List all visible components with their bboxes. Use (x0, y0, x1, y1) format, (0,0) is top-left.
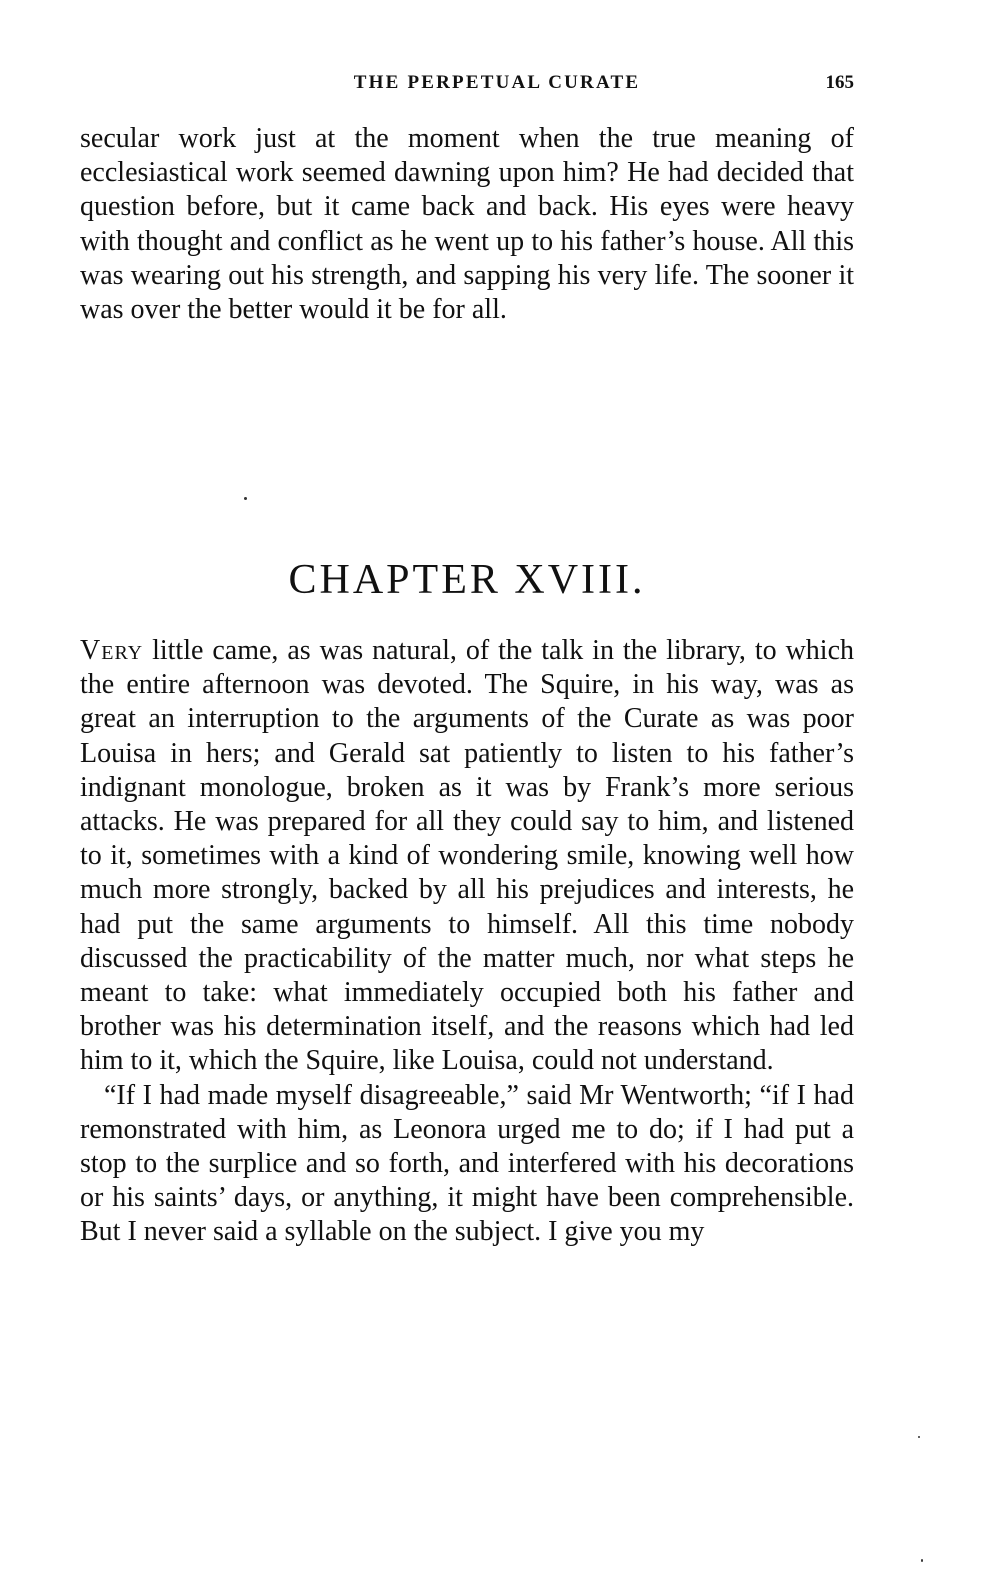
opening-word: Very (80, 635, 144, 666)
print-speck (918, 1436, 920, 1438)
continued-paragraph: secular work just at the moment when the true meaning of ecclesiastical work seemed dawning upon him? He had decided that question before, but it came back and back. His eyes were heavy with thought and conflict as he went up to his father’s house. All this was wearing out his strength, and sapping his very life. The sooner it was over the better would it be for all. (80, 123, 854, 326)
chapter-text (80, 634, 854, 1250)
print-speck (921, 1559, 923, 1562)
running-head (80, 72, 854, 102)
chapter-first-paragraph (80, 634, 854, 1079)
chapter-second-paragraph: “If I had made myself disagreeable,” said Mr Wentworth; “if I had remonstrated with him, as Leonora urged me to do; if I had put a stop to the surplice and so forth, and interfered with his decorations or his saints’ days, or anything, it might have been comprehensible. But I never said a syllable on the subject. I give you my (80, 1079, 854, 1248)
running-title: THE PERPETUAL CURATE (353, 72, 641, 93)
continued-paragraph-block (80, 122, 854, 327)
print-speck (244, 497, 247, 500)
page-number: 165 (825, 72, 854, 93)
first-paragraph-text: little came, as was natural, of the talk in the library, to which the entire afternoon was devoted. The Squire, in his way, was as great an interruption to the arguments of the Curate as was poor Louisa in hers; and Gerald sat patiently to listen to his father’s indignant monologue, broken as it was by Frank’s more serious attacks. He was prepared for all they could say to him, and listened to it, sometimes with a kind of wondering smile, knowing well how much more strongly, backed by all his prejudices and interests, he had put the same arguments to himself. All this time nobody discussed the practicability of the matter much, nor what steps he meant to take: what immediately occupied both his father and brother was his determination itself, and the reasons which had led him to it, which the Squire, like Louisa, could not understand. (80, 635, 854, 1077)
chapter-heading: CHAPTER XVIII. (288, 557, 646, 603)
